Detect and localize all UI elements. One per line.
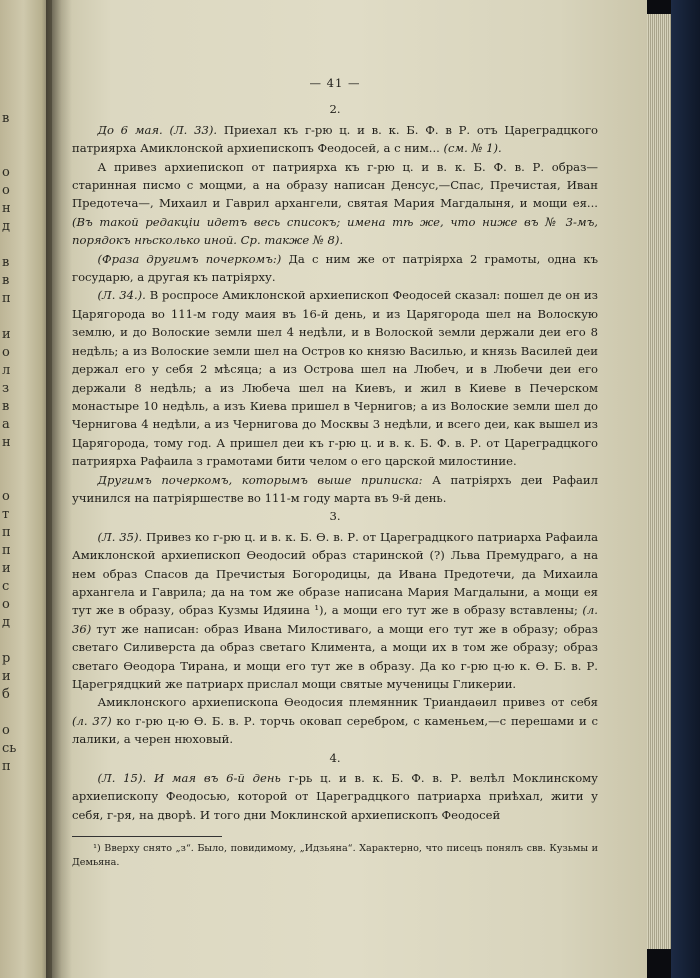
text-run: В роспросе Амиклонской архиепископ Феодосей сказал: пошел де он из Царягорода во 111-м году маия въ 16-й день, и из Царягорода шел на Волоскую землю, и до Волоские земли шел 4 недѣли, и в Волоской земли держали деи его 8 недѣль; а из Волоские земли шел на Остров ко князю Василью, и князь Василей деи держал его у себя 2 мѣсяца; а из Острова шел на Любеч, и в Любечи деи его держали 8 недѣль; а из Любеча шел на Киевъ, и жил в Киеве в Печерском монастыре 10 недѣль, а изъ Киева пришел в Чернигов; а из Волоские земли шел до Чернигова 4 недѣли, а из Чернигова до Москвы 3 недѣли, и всего деи, как вышел из Царягорода, тому год. А пришел деи къ г-рю ц. и в. к. Б. Ф. в. Р. от Цареградцкого патриярха Рафаила з грамотами бити челом о его царской милостиние.	[72, 288, 598, 469]
italic-run: До 6 мая. (Л. 33).	[97, 122, 218, 137]
text-run	[146, 771, 154, 785]
left-page	[0, 0, 52, 978]
italic-run: (Въ такой редакціи идетъ весь списокъ; имена тѣ же, что ниже въ № 3-мъ, порядокъ нѣсколько иной. Ср. также № 8).	[72, 214, 598, 248]
italic-run: (л. 36)	[72, 603, 598, 636]
page-edges	[647, 14, 671, 949]
section-number: 3.	[329, 509, 341, 524]
italic-run: (Л. 35).	[97, 529, 143, 544]
italic-run: (Л. 15).	[97, 771, 147, 786]
page-number: — 41 —	[309, 76, 361, 90]
italic-run: Другимъ почеркомъ, которымъ выше приписка:	[97, 472, 423, 487]
paragraph	[72, 769, 598, 824]
italic-run: (Л. 34.).	[97, 288, 146, 303]
book-cover-edge	[671, 0, 700, 978]
text-run: А привез архиепископ от патриярха къ г-рю ц. и в. к. Б. Ф. в. Р. образ—старинная писмо с мощми, а на образу написан Денсус,—Спас, Пречистая, Иван Предотеча—, Михаил и Гаврил архангели, святая Мария Магдалыня, и мощи ея...	[72, 159, 598, 211]
text-run: Приехал къ г-рю ц. и в. к. Б. Ф. в Р. отъ Цареградцкого патриярха Амиклонской архиепископъ Феодосей, а с ним...	[72, 122, 598, 156]
page-text	[72, 74, 598, 870]
text-run: тут же написан: образ Ивана Милостиваго, а мощи его тут же в образу; образ светаго Силиверста да образ светаго Климента, а мощи их в том же образу; образ светаго Ѳеодора Тирана, и мощи его тут же в образу. Да ко г-рю ц-ю к. Ѳ. Б. в. Р. Царегрядцкий же патриарх прислал мощи святые мученицы Гликерии.	[72, 621, 598, 691]
section-number: 4.	[329, 750, 341, 765]
paragraph	[72, 121, 598, 158]
footnote: ¹) Вверху снято „з“. Было, повидимому, „Идзьяна“. Характерно, что писецъ понялъ свв. Кузьмы и Демьяна.	[72, 843, 598, 869]
text-run: Да с ним же от патріярха 2 грамоты, одна къ государю, а другая къ патріярху.	[72, 251, 598, 285]
book-gutter	[46, 0, 72, 978]
text-run: Привез ко г-рю ц. и в. к. Б. Ѳ. в. Р. от Цареградцкого патриарха Рафаила Амиклонской архиепископ Ѳеодосий образ старинской (?) Льва Премудраго, а на нем образ Спасов да Пречистыя Богородицы, да Ивана Предотечи, да Михаила архангела и Гаврила; да на том же образе написана Мария Магдалыни, а мощи ея тут же в образу, образ Кузмы Идяина ¹), а мощи его тут же в образу вставлены;	[72, 529, 599, 618]
paragraph	[72, 471, 598, 508]
text-run: г-рь ц. и в. к. Б. Ф. в. Р. велѣл Моклинскому архиепископу Феодосью, которой от Цареградцкого патриарха приѣхал, жити у себя, г-ря, на дворѣ. И того дни Моклинской архиепископъ Феодосей	[72, 771, 599, 822]
italic-run: (Фраза другимъ почеркомъ:)	[97, 251, 282, 266]
paragraph	[72, 528, 598, 694]
paragraph	[72, 286, 598, 470]
footnote-rule	[72, 836, 222, 837]
italic-run: (л. 37)	[72, 713, 112, 728]
section-number: 2.	[329, 102, 341, 117]
paragraph	[72, 250, 598, 287]
text-run: ко г-рю ц-ю Ѳ. Б. в. Р. торчь оковап серебром, с каменьем,—с перешами и с лалики, а черен нюховый.	[72, 713, 598, 747]
left-page-edge-text: в о о н д в в п и о л з в а н о т п п и с о д р и б о сь п	[2, 111, 17, 774]
paragraph	[72, 693, 598, 748]
text-run: Амиклонского архиепископа Ѳеодосия племянник Триандаѳил привез от себя	[97, 695, 598, 710]
italic-run: (см. № 1).	[443, 141, 502, 156]
italic-run: И мая въ 6-й день	[153, 771, 281, 786]
text-run: А патріярхъ деи Рафаил учинился на патріяршестве во 111-м году марта въ 9-й день.	[72, 472, 598, 505]
paragraph	[72, 158, 598, 250]
